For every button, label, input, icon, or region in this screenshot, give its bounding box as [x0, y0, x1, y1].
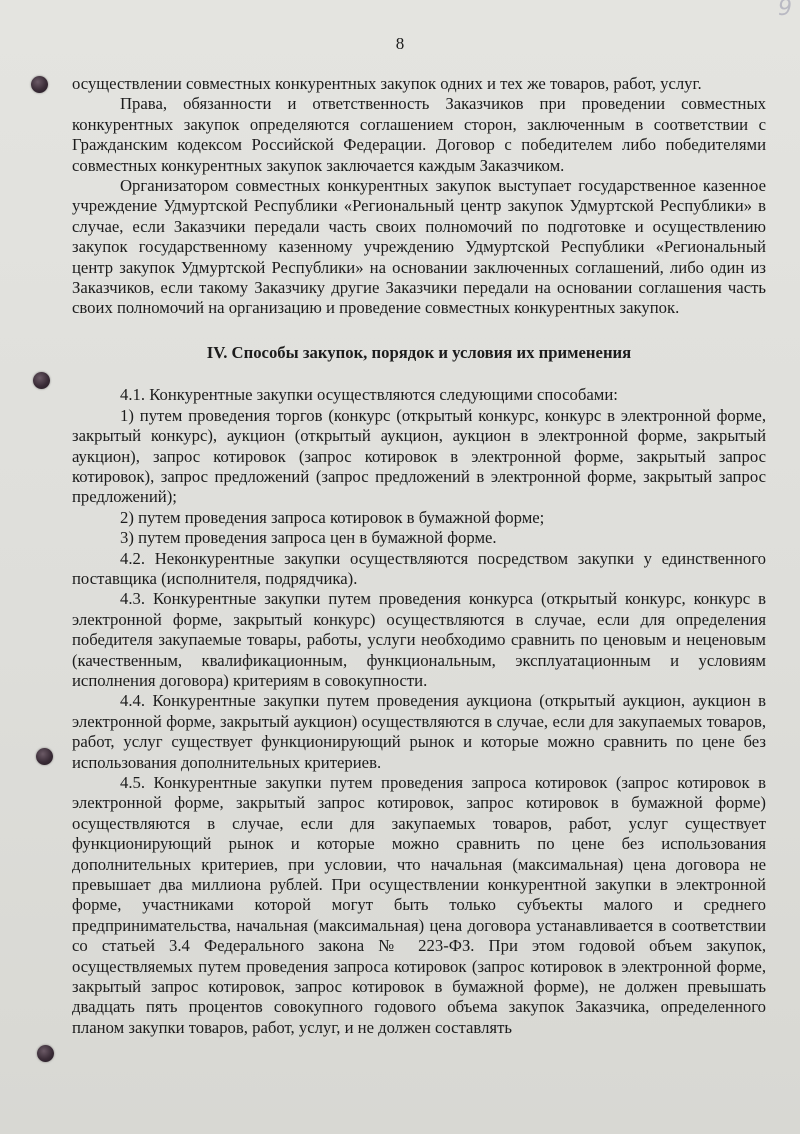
section-heading: IV. Способы закупок, порядок и условия их применения — [206, 342, 632, 362]
paragraph-4-1: 4.1. Конкурентные закупки осуществляются следующими способами: — [120, 385, 618, 405]
page-number: 8 — [395, 34, 405, 53]
paragraph-4-5: 4.5. Конкурентные закупки путем проведения запроса котировок (запрос котировок в электронной форме, закрытый запрос котировок, запрос котировок в бумажной форме) осуществляются в случае, если для закупаемых товаров, работ, услуг существует функционирующий рынок и которые можно сравнить по цене без использования дополнительных критериев, при условии, что начальная (максимальная) цена договора не превышает два миллиона рублей. При осуществлении конкурентной закупки в электронной форме, участниками которой могут быть только субъекты малого и среднего предпринимательства, начальная (максимальная) цена договора устанавливается в соответствии со статьей 3.4 Федерального закона № 223-ФЗ. При этом годовой объем закупок, осуществляемых путем проведения запроса котировок (запрос котировок в электронной форме, закрытый запрос котировок, запрос котировок в бумажной форме), не должен превышать двадцать пять процентов совокупного годового объема закупок Заказчика, определенного планом закупки товаров, работ, услуг, и не должен составлять — [72, 773, 766, 1037]
punch-hole-icon — [36, 748, 53, 765]
paragraph-4-3: 4.3. Конкурентные закупки путем проведения конкурса (открытый конкурс, конкурс в электронной форме, закрытый конкурс) осуществляются в случае, если для определения победителя закупаемые товары, работы, услуги необходимо сравнить по ценовым и неценовым (качественным, квалификационным, функциональным, эксплуатационным и условиям исполнения договора) критериям в совокупности. — [72, 589, 766, 690]
punch-hole-icon — [37, 1045, 54, 1062]
paragraph-4-2: 4.2. Неконкурентные закупки осуществляются посредством закупки у единственного поставщика (исполнителя, подрядчика). — [72, 548, 766, 588]
punch-hole-icon — [33, 372, 50, 389]
list-item-2: 2) путем проведения запроса котировок в бумажной форме; — [120, 507, 545, 527]
corner-handwritten-mark: 9 — [778, 0, 792, 21]
list-item-3: 3) путем проведения запроса цен в бумажной форме. — [120, 528, 497, 548]
punch-hole-icon — [31, 76, 48, 93]
list-item-1: 1) путем проведения торгов (конкурс (открытый конкурс, конкурс в электронной форме, закрытый конкурс), аукцион (открытый аукцион, аукцион в электронной форме, закрытый аукцион), запрос котировок (запрос котировок в электронной форме, закрытый запрос котировок), запрос предложений (запрос предложений в электронной форме, закрытый запрос предложений); — [72, 405, 766, 507]
paragraph-rights: Права, обязанности и ответственность Заказчиков при проведении совместных конкурентных закупок определяются соглашением сторон, заключенным в соответствии с Гражданским кодексом Российской Федерации. Договор с победителем либо победителями совместных конкурентных закупок заключается каждым Заказчиком. — [72, 94, 766, 175]
paragraph-4-4: 4.4. Конкурентные закупки путем проведения аукциона (открытый аукцион, аукцион в электронной форме, закрытый аукцион) осуществляются в случае, если для закупаемых товаров, работ, услуг существует функционирующий рынок и которые можно сравнить по цене без использования дополнительных критериев. — [72, 691, 766, 772]
paragraph-organizer: Организатором совместных конкурентных закупок выступает государственное казенное учреждение Удмуртской Республики «Региональный центр закупок Удмуртской Республики» в случае, если Заказчики передали часть своих полномочий по подготовке и осуществлению закупок государственному казенному учреждению Удмуртской Республики «Региональный центр закупок Удмуртской Республики» на основании заключенных соглашений, либо один из Заказчиков, если такому Заказчику другие Заказчики передали на основании соглашения часть своих полномочий на организацию и проведение совместных конкурентных закупок. — [72, 176, 766, 318]
document-body — [72, 74, 766, 1038]
paragraph-continuation: осуществлении совместных конкурентных закупок одних и тех же товаров, работ, услуг. — [72, 74, 702, 93]
